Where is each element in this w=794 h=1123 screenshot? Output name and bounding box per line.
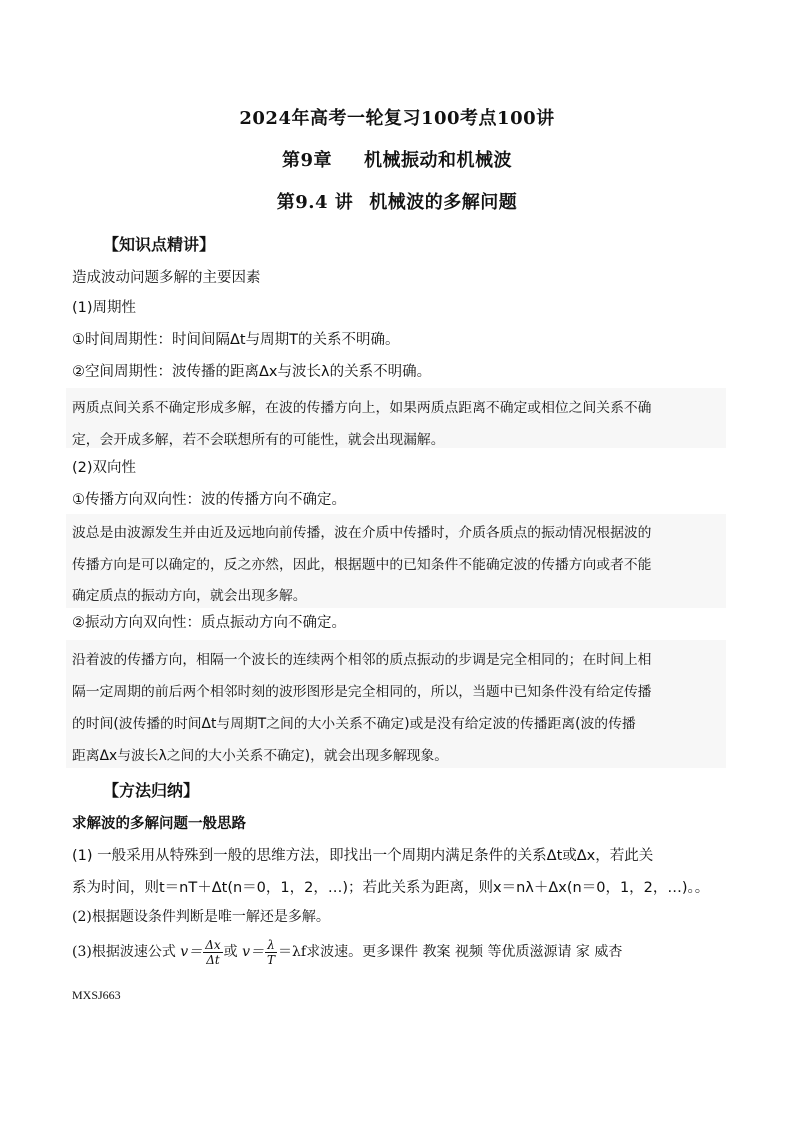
- knowledge-intro: 造成波动问题多解的主要因素: [72, 270, 261, 286]
- lecture-name: 机械波的多解问题: [369, 192, 518, 213]
- space-periodicity: ②空间周期性：波传播的距离Δx与波长λ的关系不明确。: [72, 364, 432, 380]
- note-box-2-line-2: 传播方向是可以确定的，反之亦然，因此，根据题中的已知条件不能确定波的传播方向或者不能: [72, 557, 652, 573]
- chapter-heading: [0, 146, 794, 172]
- document-title: 2024年高考一轮复习100考点100讲: [239, 108, 555, 129]
- lecture-number: 第9.4 讲: [276, 192, 354, 213]
- time-periodicity: ①时间周期性：时间间隔Δt与周期T的关系不明确。: [72, 332, 400, 348]
- note-box-3-line-2: 隔一定周期的前后两个相邻时刻的波形图形是完全相同的，所以，当题中已知条件没有给定传播: [72, 684, 652, 700]
- note-box-2-line-1: 波总是由波源发生并由近及远地向前传播，波在介质中传播时，介质各质点的振动情况根据波的: [72, 525, 652, 541]
- note-box-2-line-3: 确定质点的振动方向，就会出现多解。: [72, 588, 307, 604]
- velocity-symbol-2: v＝: [242, 944, 265, 960]
- or-word: 或: [223, 944, 238, 960]
- vibration-bidirection: ②振动方向双向性：质点振动方向不确定。: [72, 615, 346, 631]
- method-step-1-line-1: (1) 一般采用从特殊到一般的思维方法，即找出一个周期内满足条件的关系Δt或Δx，若此关: [72, 848, 654, 864]
- note-box-3-line-4: 距离Δx与波长λ之间的大小关系不确定)，就会出现多解现象。: [72, 748, 449, 764]
- fraction-lambda-t: [265, 938, 277, 967]
- bidirection-heading: (2)双向性: [72, 460, 137, 476]
- method-step-3-prefix: (3)根据波速公式: [72, 944, 176, 960]
- propagation-bidirection: ①传播方向双向性：波的传播方向不确定。: [72, 492, 346, 508]
- lecture-heading: [0, 188, 794, 214]
- note-box-1-line-2: 定，会开成多解，若不会联想所有的可能性，就会出现漏解。: [72, 432, 445, 448]
- fraction-t-denominator: T: [267, 952, 276, 967]
- note-box-1-line-1: 两质点间关系不确定形成多解，在波的传播方向上，如果两质点距离不确定或相位之间关系不确: [72, 400, 652, 416]
- section-method-heading: 【方法归纳】: [103, 781, 200, 800]
- method-step-1-line-2: 系为时间，则t＝nT＋Δt(n＝0，1，2，…)；若此关系为距离，则x＝nλ＋Δx(n＝0，1，2，…)。。: [72, 880, 710, 896]
- note-box-3-line-3: 的时间(波传播的时间Δt与周期T之间的大小关系不确定)或是没有给定波的传播距离(波的传播: [72, 716, 636, 732]
- method-intro: 求解波的多解问题一般思路: [72, 816, 246, 832]
- chapter-name: 机械振动和机械波: [364, 150, 513, 171]
- method-step-3-suffix: ＝λf求波速。更多课件 教案 视频 等优质滋源请 家 威杏: [278, 944, 623, 960]
- fraction-dx-numerator: Δx: [205, 937, 221, 952]
- fraction-dt-denominator: Δt: [206, 952, 220, 967]
- footer-code: MXSJ663: [72, 988, 121, 1002]
- method-step-2: (2)根据题设条件判断是唯一解还是多解。: [72, 909, 330, 925]
- chapter-number: 第9章: [281, 150, 333, 171]
- fraction-dx-dt: [203, 938, 222, 967]
- method-step-3: [72, 936, 622, 968]
- periodicity-heading: (1)周期性: [72, 300, 137, 316]
- note-box-3-line-1: 沿着波的传播方向，相隔一个波长的连续两个相邻的质点振动的步调是完全相同的；在时间上相: [72, 652, 652, 668]
- fraction-lambda-numerator: λ: [265, 938, 277, 953]
- section-knowledge-heading: 【知识点精讲】: [103, 235, 216, 254]
- velocity-symbol-1: v＝: [180, 944, 203, 960]
